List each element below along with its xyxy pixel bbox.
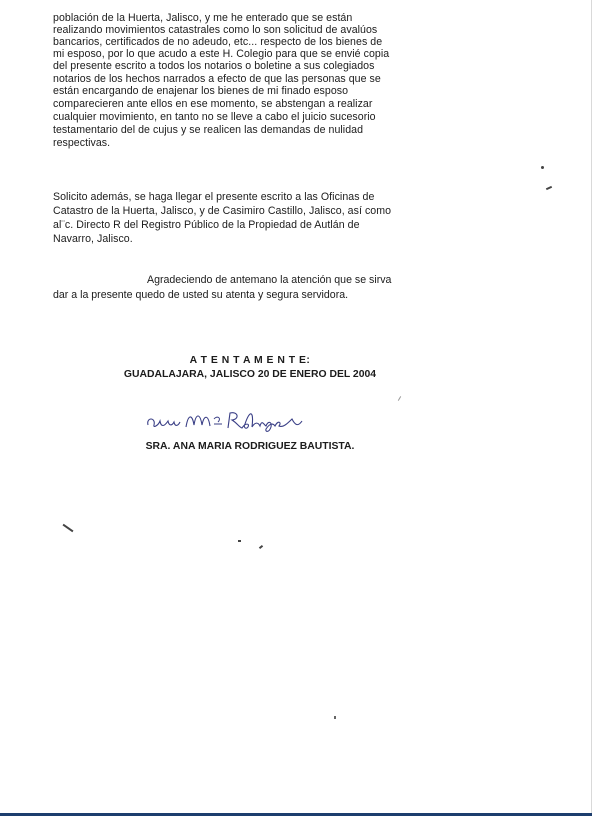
paragraph-1-line: notarios de los hechos narrados a efecto de que las personas que se: [53, 73, 381, 85]
paragraph-1-line: testamentario del de cujus y se realicen las demandas de nulidad: [53, 124, 364, 136]
handwritten-signature: [142, 405, 307, 435]
scan-speck: [334, 716, 336, 719]
paragraph-1-line: del presente escrito a todos los notarios o boletine a sus colegiados: [53, 60, 375, 72]
paragraph-1-line: respectivas.: [53, 137, 111, 149]
paragraph-1-line: están encargando de enajenar los bienes de mi finado esposo: [53, 85, 349, 97]
scan-speck: [398, 396, 401, 401]
paragraph-1-line: mi esposo, por lo que acudo a este H. Colegio para que se envié copia: [53, 48, 390, 60]
paragraph-1-line: realizando movimientos catastrales como lo son solicitud de avalúos: [53, 24, 378, 36]
paragraph-1-line: población de la Huerta, Jalisco, y me he enterado que se están: [53, 12, 353, 24]
paragraph-2-line: Catastro de la Huerta, Jalisco, y de Casimiro Castillo, Jalisco, así como: [53, 205, 392, 217]
signer-name: SRA. ANA MARIA RODRIGUEZ BAUTISTA.: [145, 441, 355, 452]
paragraph-2-line: Solicito además, se haga llegar el presente escrito a las Oficinas de: [53, 191, 375, 203]
place-date: GUADALAJARA, JALISCO 20 DE ENERO DEL 2004: [123, 369, 377, 380]
scan-speck: [63, 524, 74, 533]
paragraph-2-line: al¨c. Directo R del Registro Público de la Propiedad de Autlán de: [53, 219, 360, 231]
paragraph-1-line: bancarios, certificados de no adeudo, etc... respecto de los bienes de: [53, 36, 383, 48]
scan-speck: [238, 540, 241, 542]
paragraph-1-line: comparecieren ante ellos en ese momento, se abstengan a realizar: [53, 98, 373, 110]
paragraph-2-line: Navarro, Jalisco.: [53, 233, 133, 245]
scan-speck: [541, 166, 544, 169]
paragraph-1-line: cualquier movimiento, en tanto no se lleve a cabo el juicio sucesorio: [53, 111, 376, 123]
scan-speck: [259, 545, 263, 549]
salutation: A T E N T A M E N T E:: [189, 355, 311, 366]
scan-speck: [546, 186, 552, 190]
closing-line-2: dar a la presente quedo de usted su atenta y segura servidora.: [53, 289, 349, 301]
closing-line-1: Agradeciendo de antemano la atención que se sirva: [147, 274, 392, 286]
